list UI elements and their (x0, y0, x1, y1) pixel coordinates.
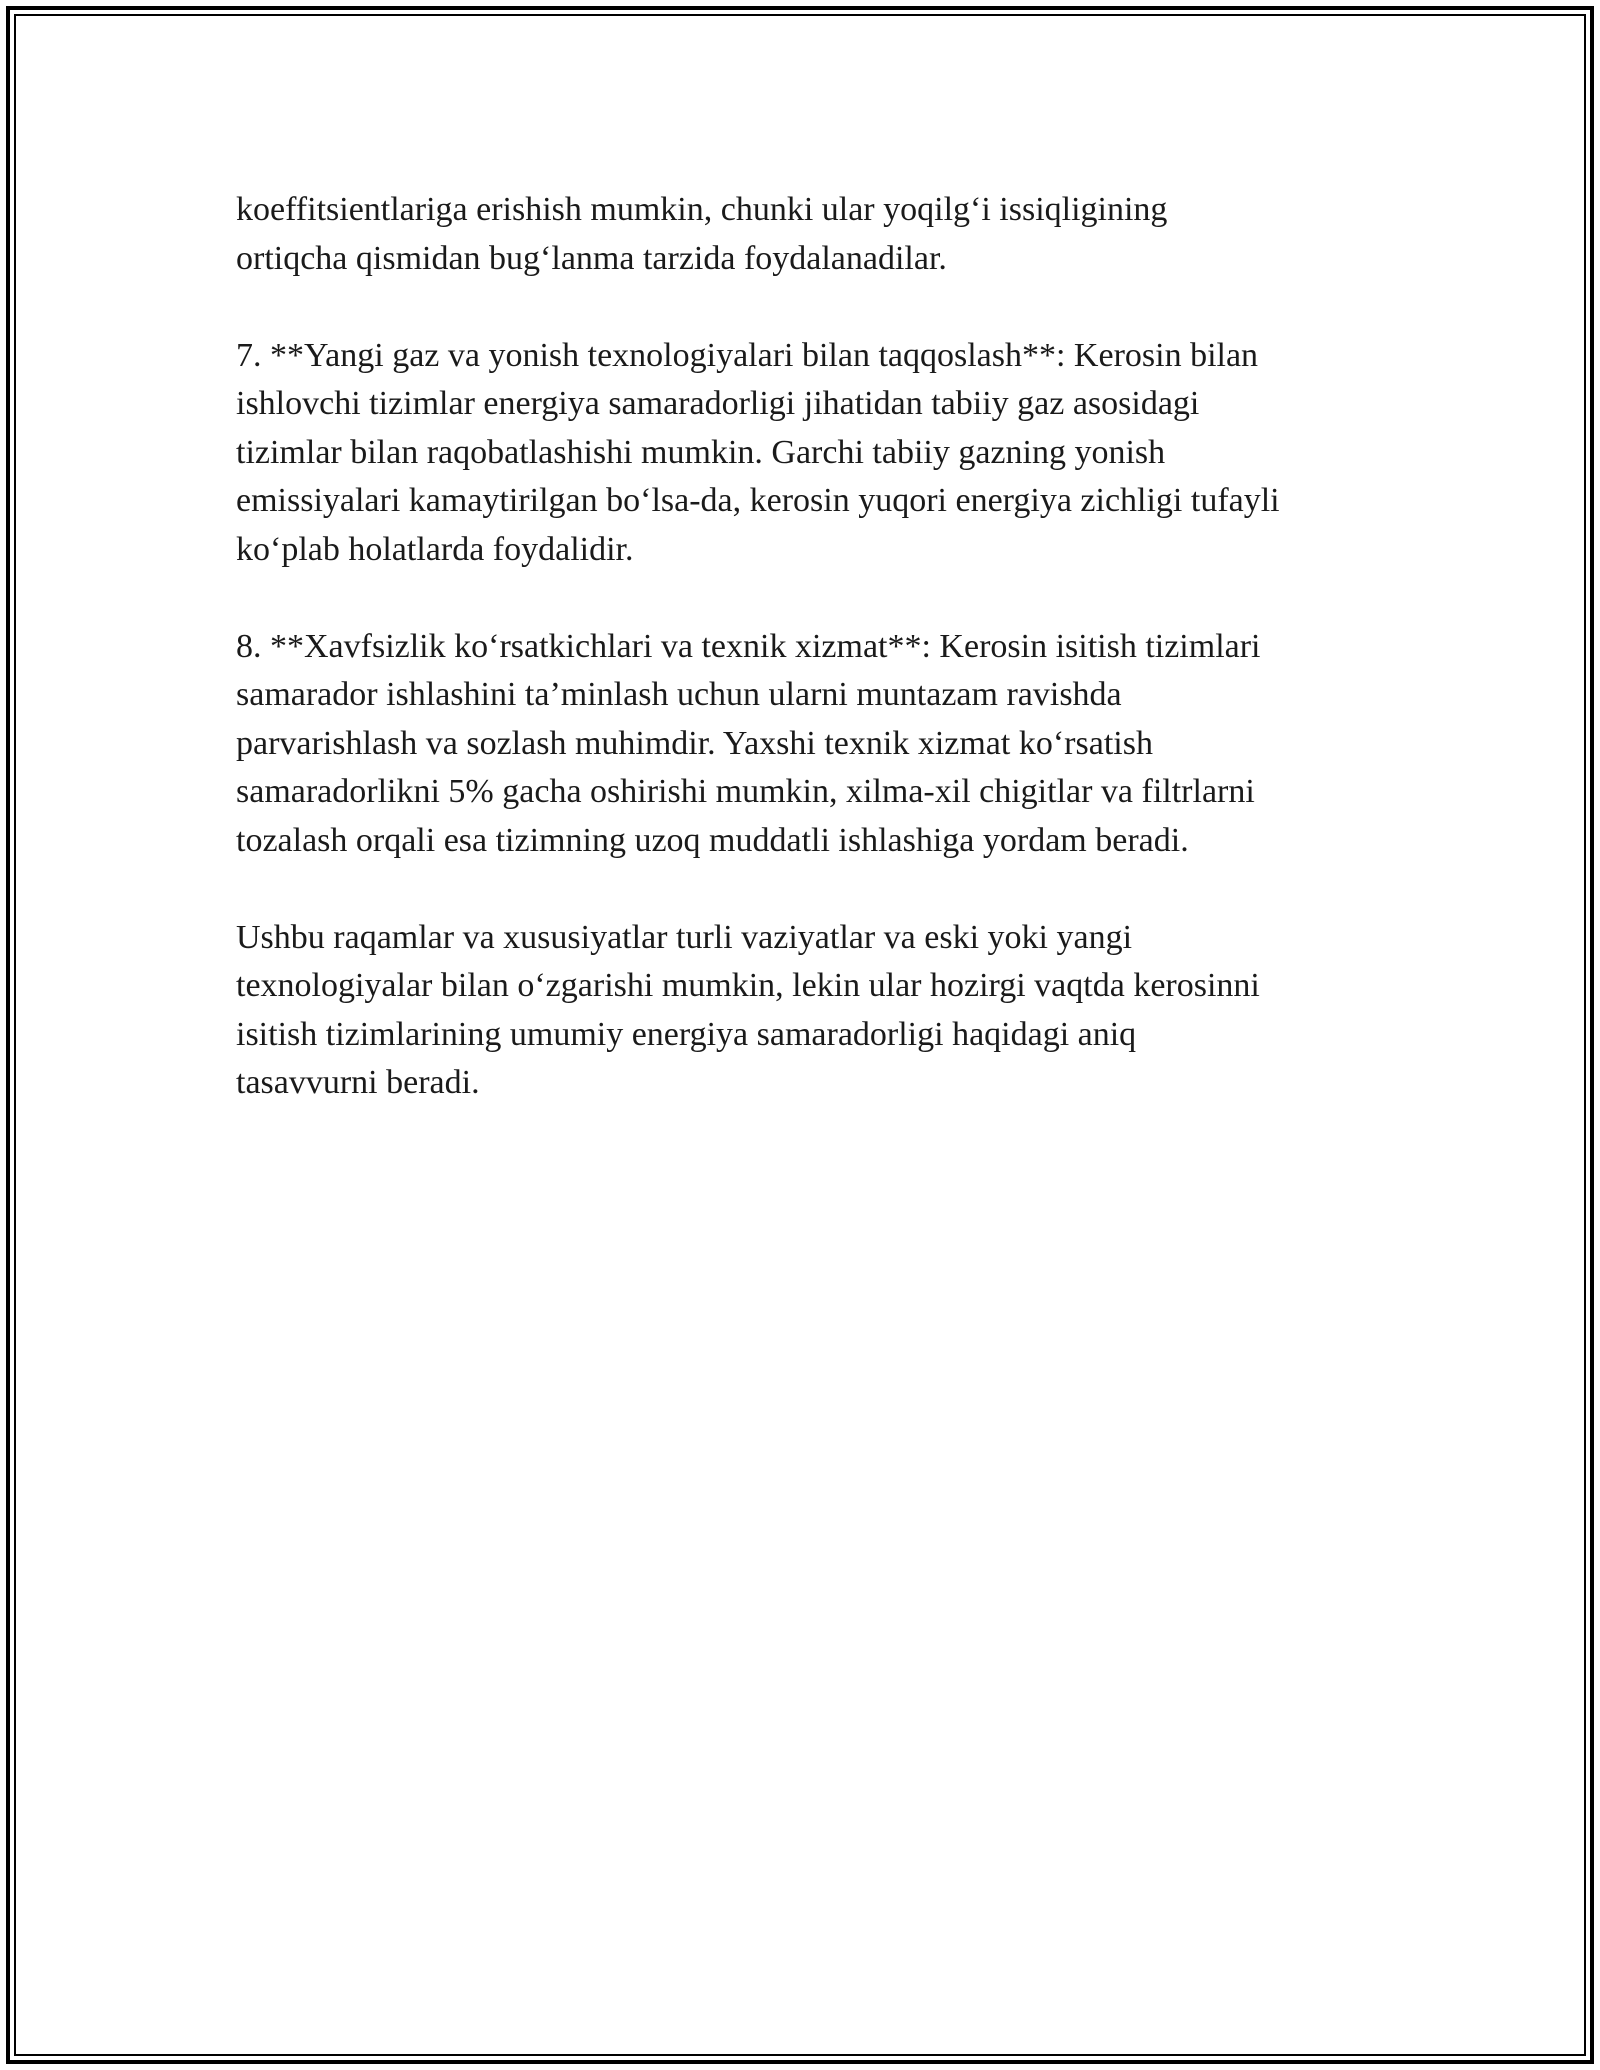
text-line: koeffitsientlariga erishish mumkin, chunki ular yoqilg‘i issiqligining (236, 191, 1168, 228)
text-line: 7. **Yangi gaz va yonish texnologiyalari bilan taqqoslash**: Kerosin bilan (236, 336, 1259, 374)
paragraph-conclusion (236, 914, 1416, 1108)
text-line: ishlovchi tizimlar energiya samaradorligi jihatidan tabiiy gaz asosidagi (236, 385, 1200, 422)
paragraph-item-8 (236, 623, 1416, 866)
document-body (236, 186, 1416, 1156)
text-line: 8. **Xavfsizlik ko‘rsatkichlari va texnik xizmat**: Kerosin isitish tizimlari (236, 627, 1261, 665)
text-line: samaradorlikni 5% gacha oshirishi mumkin, xilma-xil chigitlar va filtrlarni (236, 773, 1255, 810)
text-line: tizimlar bilan raqobatlashishi mumkin. Garchi tabiiy gazning yonish (236, 433, 1166, 471)
text-line: tozalash orqali esa tizimning uzoq muddatli ishlashiga yordam beradi. (236, 821, 1189, 859)
text-line: ortiqcha qismidan bug‘lanma tarzida foydalanadilar. (236, 239, 947, 277)
text-line: ko‘plab holatlarda foydalidir. (236, 530, 634, 568)
text-line: texnologiyalar bilan o‘zgarishi mumkin, lekin ular hozirgi vaqtda kerosinni (236, 967, 1260, 1004)
text-line: parvarishlash va sozlash muhimdir. Yaxshi texnik xizmat ko‘rsatish (236, 724, 1153, 762)
text-line: Ushbu raqamlar va xususiyatlar turli vaziyatlar va eski yoki yangi (236, 918, 1133, 956)
paragraph-item-7 (236, 332, 1416, 575)
text-line: tasavvurni beradi. (236, 1064, 480, 1101)
text-line: isitish tizimlarining umumiy energiya samaradorligi haqidagi aniq (236, 1015, 1137, 1053)
text-line: emissiyalari kamaytirilgan bo‘lsa-da, kerosin yuqori energiya zichligi tufayli (236, 482, 1280, 519)
text-line: samarador ishlashini ta’minlash uchun ularni muntazam ravishda (236, 676, 1122, 713)
paragraph-continuation (236, 186, 1416, 283)
